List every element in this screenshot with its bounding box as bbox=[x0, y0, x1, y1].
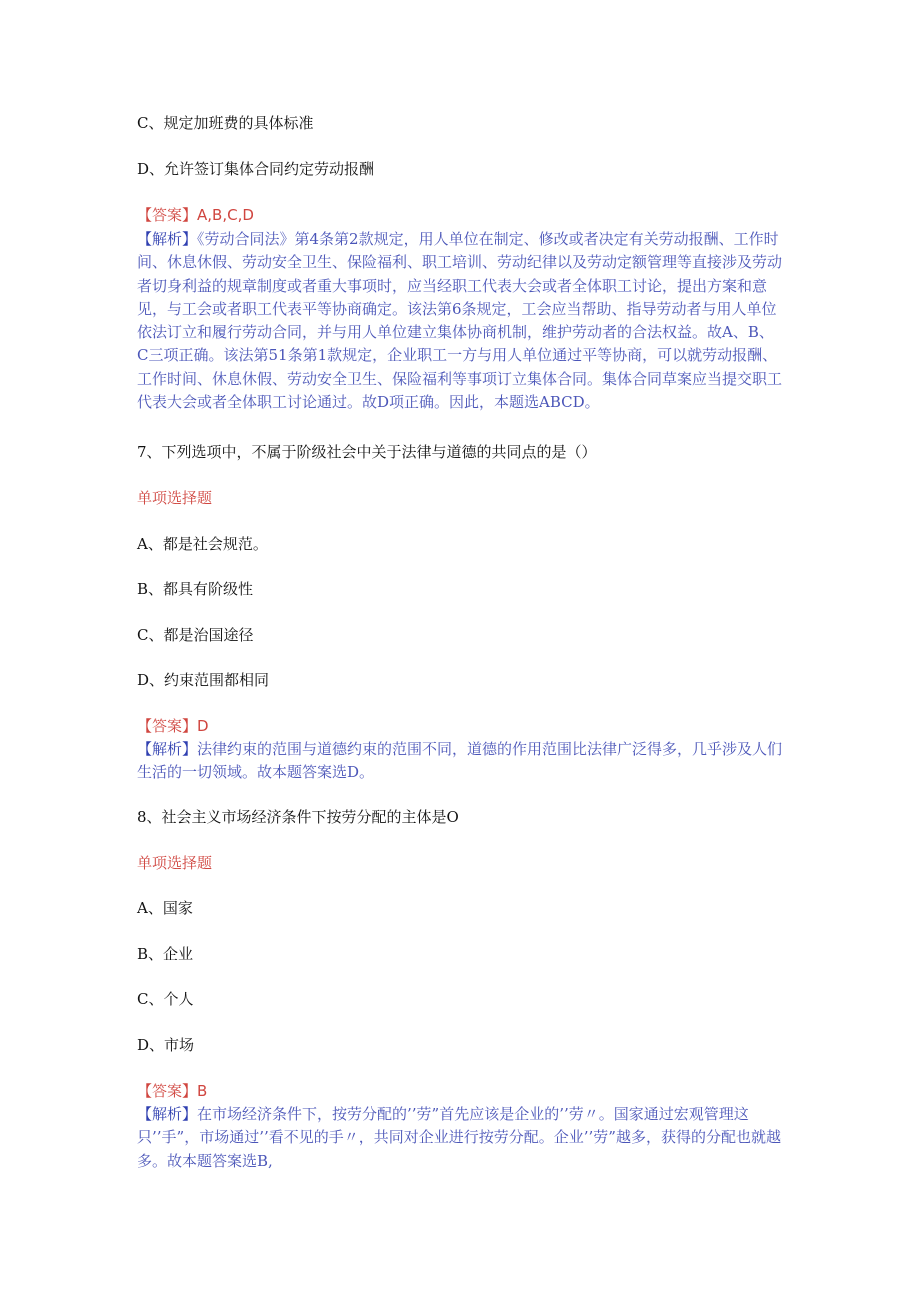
q8-answer bbox=[137, 1080, 207, 1103]
q7-type: 单项选择题 bbox=[137, 489, 213, 507]
q8-option-b: B、企业 bbox=[137, 945, 194, 963]
explanation-text: 法律约束的范围与道德约束的范围不同，道德的作用范围比法律广泛得多，几乎涉及人们生活的一切领域。故本题答案选D。 bbox=[137, 740, 783, 782]
q6-explanation bbox=[137, 228, 785, 414]
answer-tag: 【答案】 bbox=[137, 717, 198, 735]
answer-value: A,B,C,D bbox=[197, 206, 254, 224]
answer-tag: 【答案】 bbox=[137, 1082, 198, 1100]
explanation-tag: 【解析】 bbox=[137, 230, 198, 248]
q7-stem: 7、下列选项中，不属于阶级社会中关于法律与道德的共同点的是（） bbox=[137, 443, 597, 461]
q6-option-d: D、允许签订集体合同约定劳动报酬 bbox=[137, 160, 375, 178]
q8-type: 单项选择题 bbox=[137, 854, 213, 872]
q7-explanation bbox=[137, 738, 785, 785]
q8-stem: 8、社会主义市场经济条件下按劳分配的主体是O bbox=[137, 808, 459, 826]
explanation-text: 在市场经济条件下，按劳分配的’’劳”首先应该是企业的’’劳〃。国家通过宏观管理这只’’手”，市场通过’’看不见的手〃，共同对企业进行按劳分配。企业’’劳”越多，获得的分配也就越多。故本题答案选B, bbox=[137, 1105, 781, 1170]
q7-answer bbox=[137, 715, 209, 738]
q8-option-d: D、市场 bbox=[137, 1036, 195, 1054]
q7-option-d: D、约束范围都相同 bbox=[137, 671, 270, 689]
q6-answer bbox=[137, 204, 254, 227]
explanation-tag: 【解析】 bbox=[137, 1105, 198, 1123]
q7-option-b: B、都具有阶级性 bbox=[137, 580, 254, 598]
q8-option-a: A、国家 bbox=[137, 899, 193, 917]
answer-tag: 【答案】 bbox=[137, 206, 198, 224]
q8-explanation bbox=[137, 1103, 785, 1173]
answer-value: D bbox=[197, 717, 209, 735]
q7-option-c: C、都是治国途径 bbox=[137, 626, 254, 644]
q7-option-a: A、都是社会规范。 bbox=[137, 535, 268, 553]
explanation-text: 《劳动合同法》第4条第2款规定，用人单位在制定、修改或者决定有关劳动报酬、工作时间、休息休假、劳动安全卫生、保险福利、职工培训、劳动纪律以及劳动定额管理等直接涉及劳动者切身利益的规章制度或者重大事项时，应当经职工代表大会或者全体职工讨论，提出方案和意见，与工会或者职工代表平等协商确定。该法第6条规定，工会应当帮助、指导劳动者与用人单位依法订立和履行劳动合同，并与用人单位建立集体协商机制，维护劳动者的合法权益。故A、B、C三项正确。该法第51条第1款规定，企业职工一方与用人单位通过平等协商，可以就劳动报酬、工作时间、休息休假、劳动安全卫生、保险福利等事项订立集体合同。集体合同草案应当提交职工代表大会或者全体职工讨论通过。故D项正确。因此，本题选ABCD。 bbox=[137, 230, 783, 412]
q6-option-c: C、规定加班费的具体标准 bbox=[137, 114, 314, 132]
explanation-tag: 【解析】 bbox=[137, 740, 198, 758]
q8-option-c: C、个人 bbox=[137, 990, 194, 1008]
answer-value: B bbox=[197, 1082, 208, 1100]
